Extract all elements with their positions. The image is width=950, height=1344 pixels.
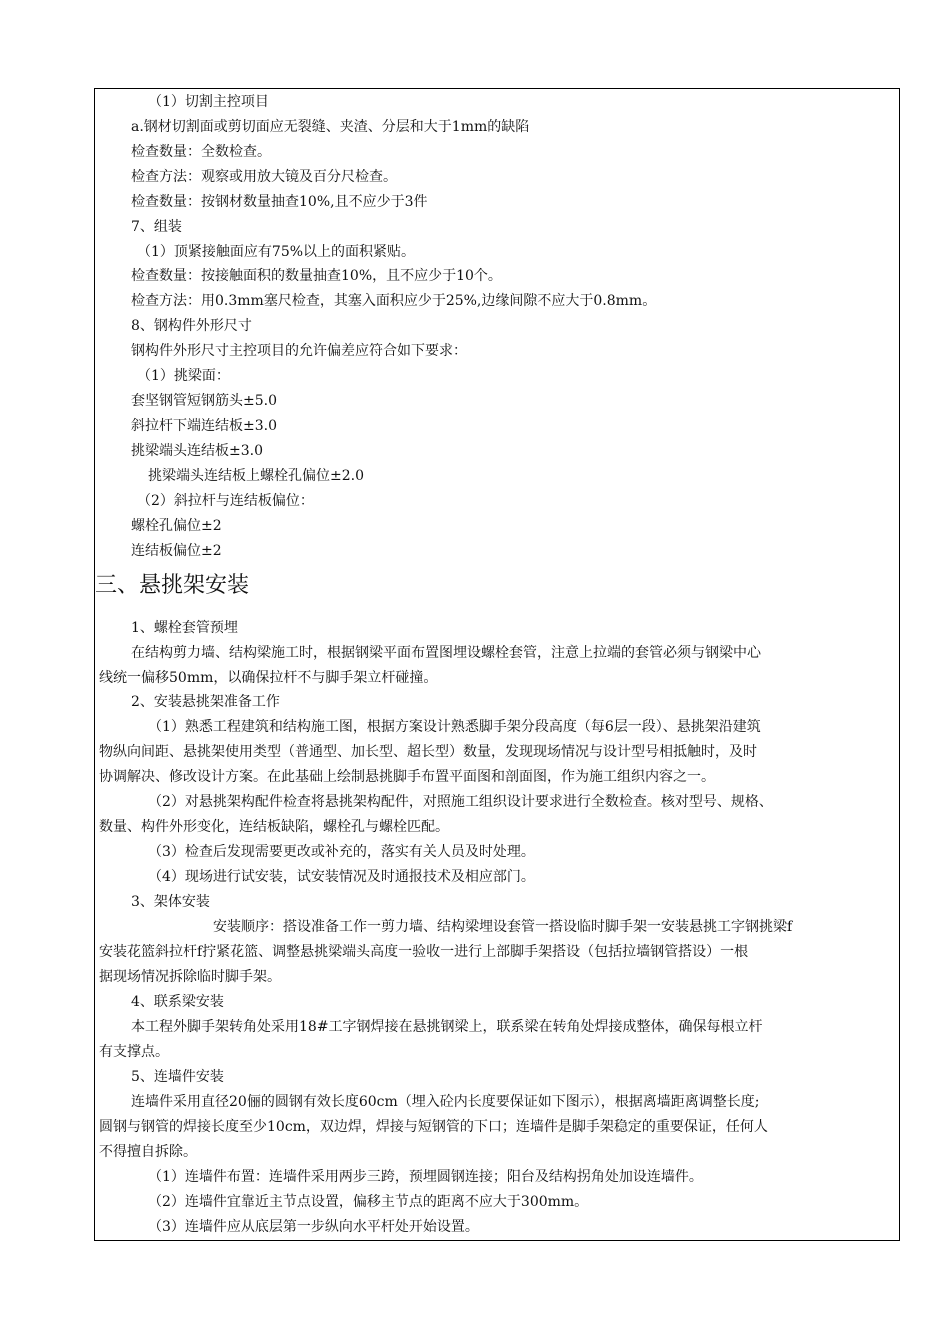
- text-line: （1）顶紧接触面应有75%以上的面积紧贴。: [137, 244, 416, 260]
- text-line: 检查数量：按钢材数量抽查10%,且不应少于3件: [131, 194, 428, 210]
- text-line: 安装顺序：搭设准备工作一剪力墙、结构梁埋设套管一搭设临时脚手架一安装悬挑工字钢挑梁f: [213, 919, 793, 935]
- text-line: 数量、构件外形变化，连结板缺陷，螺栓孔与螺栓匹配。: [99, 819, 449, 835]
- text-line: （3）检查后发现需要更改或补充的，落实有关人员及时处理。: [148, 844, 535, 860]
- text-line: （2）斜拉杆与连结板偏位：: [137, 493, 314, 509]
- section-heading: 三、悬挑架安装: [95, 573, 250, 598]
- text-line: 7、组装: [131, 219, 182, 235]
- text-line: 3、架体安装: [131, 894, 210, 910]
- text-line: 本工程外脚手架转角处采用18#工字钢焊接在悬挑钢梁上，联系梁在转角处焊接成整体，确保每根立杆: [131, 1019, 763, 1035]
- text-line: （1）切割主控项目: [148, 94, 269, 110]
- text-line: （2）对悬挑架构配件检查将悬挑架构配件，对照施工组织设计要求进行全数检查。核对型号、规格、: [148, 794, 773, 810]
- text-line: 检查方法：用0.3mm塞尺检查，其塞入面积应少于25%,边缘间隙不应大于0.8mm。: [131, 293, 657, 309]
- text-line: （3）连墙件应从底层第一步纵向水平杆处开始设置。: [148, 1219, 479, 1235]
- text-line: 有支撑点。: [99, 1044, 169, 1060]
- text-line: （2）连墙件宜靠近主节点设置，偏移主节点的距离不应大于300mm。: [148, 1194, 589, 1210]
- text-line: 1、螺栓套管预埋: [131, 620, 238, 636]
- content-frame: [94, 88, 900, 1241]
- text-line: a.钢材切割面或剪切面应无裂缝、夹渣、分层和大于1mm的缺陷: [131, 119, 530, 135]
- text-line: 安装花篮斜拉杆f拧紧花篮、调整悬挑梁端头高度一验收一进行上部脚手架搭设（包括拉墙钢管搭设）一根: [99, 944, 749, 960]
- text-line: （1）连墙件布置：连墙件采用两步三跨，预埋圆钢连接；阳台及结构拐角处加设连墙件。: [148, 1169, 703, 1185]
- text-line: （1）熟悉工程建筑和结构施工图，根据方案设计熟悉脚手架分段高度（每6层一段）、悬挑架沿建筑: [148, 719, 761, 735]
- text-line: 5、连墙件安装: [131, 1069, 224, 1085]
- text-line: 螺栓孔偏位±2: [131, 518, 222, 534]
- text-line: 据现场情况拆除临时脚手架。: [99, 969, 281, 985]
- text-line: 线统一偏移50mm，以确保拉杆不与脚手架立杆碰撞。: [99, 670, 438, 686]
- text-line: 连结板偏位±2: [131, 543, 222, 559]
- text-line: 在结构剪力墙、结构梁施工时，根据钢梁平面布置图埋设螺栓套管，注意上拉端的套管必须与钢梁中心: [131, 645, 761, 661]
- text-line: 协调解决、修改设计方案。在此基础上绘制悬挑脚手布置平面图和剖面图，作为施工组织内容之一。: [99, 769, 715, 785]
- text-line: 4、联系梁安装: [131, 994, 224, 1010]
- text-line: 斜拉杆下端连结板±3.0: [131, 418, 277, 434]
- text-line: 检查数量：全数检查。: [131, 144, 271, 160]
- text-line: 钢构件外形尺寸主控项目的允许偏差应符合如下要求：: [131, 343, 467, 359]
- text-line: 套坚钢管短钢筋头±5.0: [131, 393, 277, 409]
- text-line: （1）挑梁面：: [137, 368, 230, 384]
- text-line: 挑梁端头连结板±3.0: [131, 443, 263, 459]
- text-line: 检查数量：按接触面积的数量抽查10%，且不应少于10个。: [131, 268, 502, 284]
- text-line: 检查方法：观察或用放大镜及百分尺检查。: [131, 169, 397, 185]
- text-line: （4）现场进行试安装，试安装情况及时通报技术及相应部门。: [148, 869, 535, 885]
- text-line: 不得擅自拆除。: [99, 1144, 197, 1160]
- text-line: 圆钢与钢管的焊接长度至少10cm，双边焊，焊接与短钢管的下口；连墙件是脚手架稳定的重要保证，任何人: [99, 1119, 768, 1135]
- text-line: 8、钢构件外形尺寸: [131, 318, 252, 334]
- text-line: 挑梁端头连结板上螺栓孔偏位±2.0: [148, 468, 364, 484]
- text-line: 物纵向间距、悬挑架使用类型（普通型、加长型、超长型）数量，发现现场情况与设计型号相抵触时，及时: [99, 744, 757, 760]
- text-line: 2、安装悬挑架准备工作: [131, 694, 280, 710]
- text-line: 连墙件采用直径20俪的圆钢有效长度60cm（埋入砼内长度要保证如下图示），根据离墙距离调整长度;: [131, 1094, 760, 1110]
